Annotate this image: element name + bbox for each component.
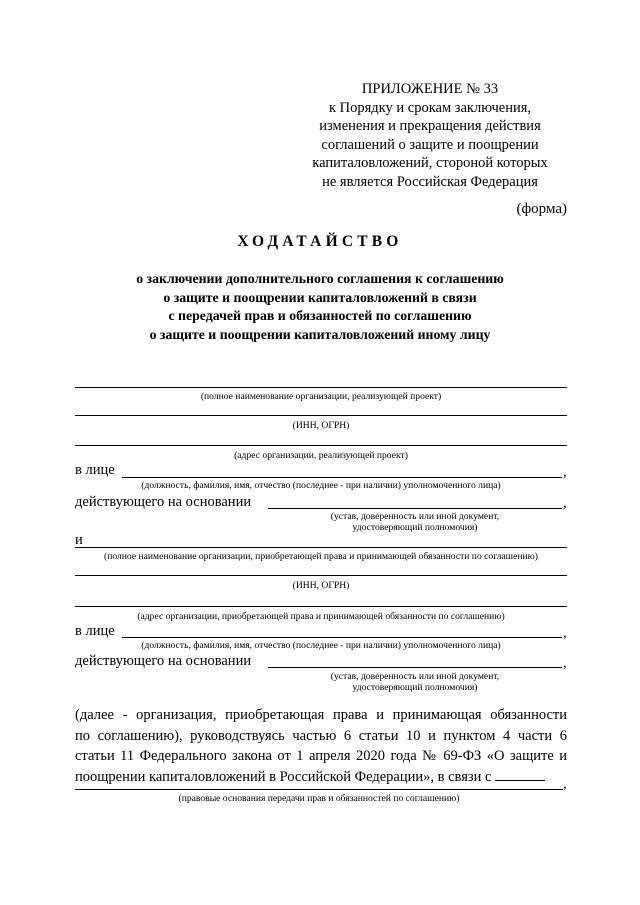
comma: , — [563, 495, 567, 511]
acquirer-name-caption: (полное наименование организации, приобретающей права и принимающей обязанности по соглашению) — [104, 551, 538, 562]
acquirer-address-caption: (адрес организации, приобретающей права и принимающей обязанности по соглашению) — [137, 611, 505, 622]
acquirer-inn-field[interactable] — [75, 575, 567, 576]
paragraph-line: (далее - организация, приобретающая права и принимающая обязанности — [75, 707, 567, 723]
document-title: ХОДАТАЙСТВО — [237, 233, 403, 250]
comma: , — [563, 625, 567, 641]
inn-ogrn-field[interactable] — [75, 415, 567, 416]
form-label: (форма) — [516, 201, 567, 217]
basis-caption: (устав, доверенность или иной документ, — [330, 511, 500, 522]
document-subtitle — [60, 270, 580, 344]
basis-caption: (устав, доверенность или иной документ, — [330, 671, 500, 682]
acting-basis-field[interactable] — [268, 508, 562, 509]
position-caption: (должность, фамилия, имя, отчество (последнее - при наличии) уполномоченного лица) — [141, 480, 501, 491]
acquirer-address-field[interactable] — [75, 606, 567, 607]
legal-basis-field[interactable] — [75, 789, 563, 790]
v-litse-label: в лице — [75, 623, 115, 639]
appendix-line: к Порядку и срокам заключения, — [328, 99, 532, 116]
v-litse-label: в лице — [75, 462, 115, 478]
org-name-caption: (полное наименование организации, реализующей проект) — [200, 391, 442, 402]
paragraph-line: статьи 11 Федерального закона от 1 апреля 2020 года № 69-ФЗ «О защите и — [75, 748, 567, 764]
subtitle-line: о защите и поощрении капиталовложений в связи — [163, 289, 477, 305]
subtitle-line: о заключении дополнительного соглашения к соглашению — [136, 271, 504, 286]
address-caption: (адрес организации, реализующей проект) — [234, 450, 408, 461]
representative-field[interactable] — [122, 477, 562, 478]
org-name-field[interactable] — [75, 387, 567, 388]
paragraph-line — [75, 767, 567, 788]
subtitle-line: о защите и поощрении капиталовложений иному лицу — [149, 326, 491, 342]
subtitle-line: с передачей прав и обязанностей по соглашению — [168, 308, 472, 323]
appendix-line: изменения и прекращения действия — [319, 118, 541, 134]
basis-caption: удостоверяющий полномочия) — [352, 522, 478, 533]
acting-basis-label: действующего на основании — [75, 494, 252, 510]
appendix-header — [290, 80, 570, 191]
acting-basis-label: действующего на основании — [75, 653, 252, 669]
appendix-line: капиталовложений, стороной которых — [312, 155, 548, 171]
representative-field-2[interactable] — [122, 637, 562, 638]
position-caption: (должность, фамилия, имя, отчество (последнее - при наличии) уполномоченного лица) — [141, 640, 501, 651]
address-field[interactable] — [75, 445, 567, 446]
legal-basis-caption: (правовые основания передачи прав и обязанностей по соглашению) — [178, 793, 460, 804]
paragraph-line-text: поощрении капиталовложений в Российской Федерации», в связи с — [75, 768, 492, 785]
in-connection-field[interactable] — [495, 767, 545, 781]
acquirer-name-field[interactable] — [75, 547, 567, 548]
comma: , — [563, 464, 567, 480]
appendix-line: соглашений о защите и поощрении — [321, 136, 539, 153]
appendix-line: ПРИЛОЖЕНИЕ № 33 — [361, 81, 499, 97]
comma: , — [563, 655, 567, 671]
acting-basis-field-2[interactable] — [268, 667, 562, 668]
inn-ogrn-caption: (ИНН, ОГРН) — [292, 420, 350, 431]
acquirer-inn-caption: (ИНН, ОГРН) — [292, 580, 350, 591]
and-label: и — [75, 532, 83, 548]
basis-caption: удостоверяющий полномочия) — [352, 682, 478, 693]
comma: , — [563, 776, 567, 792]
appendix-line: не является Российская Федерация — [322, 173, 538, 190]
paragraph-line: по соглашению), руководствуясь частью 6 статьи 10 и пунктом 4 части 6 — [75, 727, 567, 744]
body-paragraph — [75, 705, 567, 787]
